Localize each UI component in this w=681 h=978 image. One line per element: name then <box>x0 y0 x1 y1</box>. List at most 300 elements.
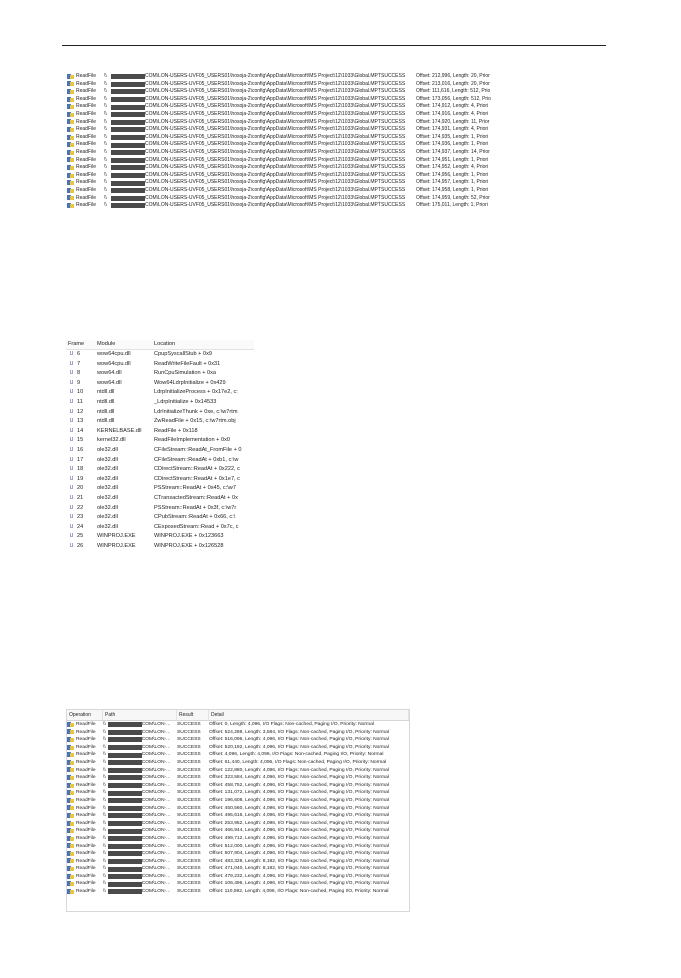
stack-frame-row[interactable] <box>66 436 254 446</box>
redacted-block <box>108 821 142 826</box>
table-row[interactable] <box>67 865 409 873</box>
location-cell: CDirectStream::ReadAt + 0x222, c <box>154 466 240 473</box>
path-prefix: \\ <box>104 110 107 117</box>
redacted-block <box>108 791 142 796</box>
operation-label: ReadFile <box>76 729 96 735</box>
location-cell: CpupSyscallStub + 0x9 <box>154 351 212 357</box>
path-cell: COM\LON-USERS-UVF05_USERS01\hosoja-2\config\AppData\Microsoft\MS Project\12\1033\Global.MPT <box>145 202 381 209</box>
stack-frame-row[interactable] <box>66 456 254 466</box>
user-frame-icon: U <box>69 437 74 444</box>
frame-number: 8 <box>77 370 81 377</box>
operation-label: ReadFile <box>76 813 96 819</box>
table-row[interactable] <box>67 134 528 142</box>
frame-number: 23 <box>77 514 84 521</box>
readfile-icon <box>67 195 75 201</box>
operation-label: ReadFile <box>76 881 96 887</box>
readfile-icon <box>67 836 75 842</box>
stack-frame-row[interactable] <box>66 475 254 485</box>
stack-frame-row[interactable] <box>66 427 254 437</box>
path-cell <box>103 805 177 813</box>
readfile-icon <box>67 775 75 781</box>
table-row[interactable] <box>67 744 409 752</box>
readfile-icon <box>67 150 75 156</box>
path-cell: COM\LON-USERS-UVF05_USERS01\hosoja-2\config\AppData\Microsoft\MS Project\12\1033\Global.MPT <box>145 141 381 148</box>
stack-frame-row[interactable] <box>66 388 254 398</box>
operation-cell: ReadFile <box>76 126 97 133</box>
operation-cell: ReadFile <box>76 164 97 171</box>
frame-number: 9 <box>77 379 81 386</box>
operation-cell: ReadFile <box>76 202 97 209</box>
location-cell: CPubStream::ReadAt + 0x66, c:\ <box>154 514 236 521</box>
operation-cell <box>67 751 103 759</box>
redacted-block <box>111 120 145 125</box>
detail-cell: Offset: 196,608, Length: 4,096, I/O Flags: Non-cached, Paging I/O, Priority: Normal <box>209 797 389 803</box>
detail-cell: Offset: 174,931, Length: 4, Priori <box>416 126 489 133</box>
stack-frame-row[interactable] <box>66 484 254 494</box>
detail-cell: Offset: 471,040, Length: 8,192, I/O Flags: Non-cached, Paging I/O, Priority: Normal <box>209 866 389 872</box>
redacted-block <box>111 203 145 208</box>
detail-cell: Offset: 131,072, Length: 4,096, I/O Flags: Non-cached, Paging I/O, Priority: Normal <box>209 790 389 796</box>
redacted-block <box>108 813 142 818</box>
operation-cell <box>67 721 103 729</box>
path-cell <box>103 789 177 797</box>
path-cell: COM\LON-USERS-UVF05_USERS01\hosoja-2\config\AppData\Microsoft\MS Project\12\1033\Global.MPT <box>145 126 381 133</box>
redacted-block <box>111 196 145 201</box>
redacted-block <box>111 143 145 148</box>
path-prefix: \\ <box>104 141 107 148</box>
frame-number: 15 <box>77 437 84 444</box>
redacted-block <box>108 745 142 750</box>
readfile-icon <box>67 828 75 834</box>
path-cell: COM\LON-USERS-UVF05_USERS01\hosoja-2\config\AppData\Microsoft\MS Project\12\1033\Global.MPT <box>145 73 381 79</box>
readfile-icon <box>67 783 75 789</box>
detail-cell: Offset: 507,904, Length: 4,096, I/O Flags: Non-cached, Paging I/O, Priority: Normal <box>209 851 389 857</box>
path-prefix: \\ <box>103 873 106 879</box>
user-frame-icon: U <box>69 360 74 367</box>
path-prefix: \\ <box>103 729 106 735</box>
path-cell: COM\LON-USERS-UVF05_USERS01\hosoja-2\config\AppData\Microsoft\MS Project\12\1033\Global.MPT <box>145 118 381 125</box>
operation-label: ReadFile <box>76 782 96 788</box>
table-row[interactable] <box>67 797 409 805</box>
stack-frame-row[interactable] <box>66 446 254 456</box>
readfile-icon <box>67 165 75 171</box>
path-cell <box>103 873 177 881</box>
stack-frame-row[interactable] <box>66 417 254 427</box>
operation-cell: ReadFile <box>76 141 97 148</box>
result-cell: SUCCESS <box>177 889 201 895</box>
col-frame[interactable]: Frame <box>68 341 85 347</box>
table-row[interactable] <box>67 81 528 89</box>
frame-number: 11 <box>77 398 83 405</box>
table-row[interactable] <box>67 880 409 888</box>
path-cell <box>103 865 177 873</box>
readfile-icon <box>67 881 75 887</box>
result-cell: SUCCESS <box>177 820 201 826</box>
path-prefix: \\ <box>103 767 106 773</box>
module-cell: ntdll.dll <box>97 408 115 415</box>
operation-cell <box>67 805 103 813</box>
event-list <box>67 721 409 896</box>
table-row[interactable] <box>67 187 528 195</box>
frame-number: 6 <box>77 351 81 357</box>
result-cell: SUCCESS <box>381 103 406 110</box>
redacted-block <box>111 150 145 155</box>
operation-cell: ReadFile <box>76 194 97 201</box>
path-text: COM\LON-... <box>141 881 171 887</box>
path-cell <box>103 835 177 843</box>
path-text: COM\LON-... <box>141 759 171 765</box>
table-row[interactable] <box>67 73 528 81</box>
path-text: COM\LON-... <box>141 858 171 864</box>
detail-cell: Offset: 483,328, Length: 8,192, I/O Flags: Non-cached, Paging I/O, Priority: Normal <box>209 858 389 864</box>
redacted-block <box>108 798 142 803</box>
location-cell: Wow64LdrpInitialize + 0x429 <box>154 379 226 386</box>
operation-cell: ReadFile <box>76 133 97 140</box>
result-cell: SUCCESS <box>381 202 406 209</box>
col-operation[interactable]: Operation <box>67 710 103 720</box>
col-detail[interactable]: Detail <box>209 710 409 720</box>
table-row[interactable] <box>67 767 409 775</box>
operation-cell <box>67 820 103 828</box>
result-cell: SUCCESS <box>177 767 201 773</box>
user-frame-icon: U <box>69 408 74 415</box>
detail-cell: Offset: 61,440, Length: 4,096, I/O Flags: Non-cached, Paging I/O, Priority: Normal <box>209 759 387 765</box>
operation-cell <box>67 835 103 843</box>
readfile-icon <box>67 203 75 209</box>
operation-label: ReadFile <box>76 759 96 765</box>
table-row[interactable] <box>67 111 528 119</box>
result-cell: SUCCESS <box>381 118 406 125</box>
table-row[interactable] <box>67 126 528 134</box>
path-cell: COM\LON-USERS-UVF05_USERS01\hosoja-2\config\AppData\Microsoft\MS Project\12\1033\Global.MPT <box>145 110 381 117</box>
redacted-block <box>108 737 142 742</box>
path-prefix: \\ <box>104 80 107 87</box>
module-cell: ole32.dll <box>97 485 118 492</box>
operation-label: ReadFile <box>76 835 96 841</box>
stack-frame-row[interactable] <box>66 504 254 514</box>
stack-frame-row[interactable] <box>66 513 254 523</box>
redacted-block <box>108 867 142 872</box>
location-cell: WINPROJ.EXE + 0x123663 <box>154 533 224 540</box>
redacted-block <box>111 165 145 170</box>
location-cell: ReadWriteFileFault + 0x31 <box>154 360 221 367</box>
user-frame-icon: U <box>69 456 74 463</box>
operation-label: ReadFile <box>76 722 96 727</box>
stack-frame-row[interactable] <box>66 494 254 504</box>
path-cell: COM\LON-USERS-UVF05_USERS01\hosoja-2\config\AppData\Microsoft\MS Project\12\1033\Global.MPT <box>145 103 381 110</box>
table-row[interactable] <box>67 202 528 210</box>
user-frame-icon: U <box>69 485 74 492</box>
path-cell <box>103 812 177 820</box>
stack-frame-row[interactable] <box>66 532 254 542</box>
path-prefix: \\ <box>104 95 107 102</box>
table-row[interactable] <box>67 873 409 881</box>
path-cell: COM\LON-USERS-UVF05_USERS01\hosoja-2\config\AppData\Microsoft\MS Project\12\1033\Global.MPT <box>145 186 381 193</box>
user-frame-icon: U <box>69 475 74 482</box>
result-cell: SUCCESS <box>177 797 201 803</box>
operation-label: ReadFile <box>76 775 96 781</box>
redacted-block <box>111 158 145 163</box>
path-prefix: \\ <box>103 759 106 765</box>
result-cell: SUCCESS <box>381 171 406 178</box>
path-cell: COM\LON-USERS-UVF05_USERS01\hosoja-2\config\AppData\Microsoft\MS Project\12\1033\Global.MPT <box>145 194 381 201</box>
path-text: COM\LON-... <box>141 752 171 758</box>
location-cell: LdrpInitializeProcess + 0x17e2, c: <box>154 389 238 396</box>
redacted-block <box>108 753 142 758</box>
table-row[interactable] <box>67 751 409 759</box>
path-text: COM\LON-... <box>141 851 171 857</box>
operation-label: ReadFile <box>76 752 96 758</box>
stack-header <box>66 340 254 350</box>
redacted-block <box>108 829 142 834</box>
location-cell: WINPROJ.EXE + 0x126528 <box>154 542 224 549</box>
module-cell: wow64cpu.dll <box>97 360 131 367</box>
operation-cell: ReadFile <box>76 171 97 178</box>
location-cell: PSStream::ReadAt + 0x3f, c:\w7r <box>154 504 237 511</box>
user-frame-icon: U <box>69 494 74 501</box>
module-cell: ole32.dll <box>97 504 118 511</box>
redacted-block <box>108 722 142 727</box>
readfile-icon <box>67 874 75 880</box>
detail-cell: Offset: 110,592, Length: 4,096, I/O Flags: Non-cached, Paging I/O, Priority: Normal <box>209 889 389 895</box>
result-cell: SUCCESS <box>381 148 406 155</box>
operation-label: ReadFile <box>76 889 96 895</box>
detail-cell: Offset: 516,096, Length: 4,096, I/O Flags: Non-cached, Paging I/O, Priority: Normal <box>209 737 389 743</box>
table-row[interactable] <box>67 195 528 203</box>
frame-number: 12 <box>77 408 84 415</box>
readfile-icon <box>67 142 75 148</box>
result-cell: SUCCESS <box>177 775 201 781</box>
path-prefix: \\ <box>104 148 107 155</box>
table-row[interactable] <box>67 736 409 744</box>
table-row[interactable] <box>67 172 528 180</box>
stack-frame-row[interactable] <box>66 408 254 418</box>
operation-cell <box>67 873 103 881</box>
operation-cell <box>67 744 103 752</box>
user-frame-icon: U <box>69 504 74 511</box>
path-prefix: \\ <box>103 851 106 857</box>
result-cell: SUCCESS <box>177 858 201 864</box>
col-location[interactable]: Location <box>154 341 176 347</box>
table-row[interactable] <box>67 782 409 790</box>
redacted-block <box>111 112 145 117</box>
result-cell: SUCCESS <box>177 828 201 834</box>
result-cell: SUCCESS <box>381 88 406 95</box>
table-row[interactable] <box>67 812 409 820</box>
stack-frame-row[interactable] <box>66 350 254 360</box>
detail-cell: Offset: 174,920, Length: 11, Prior <box>416 118 490 125</box>
path-prefix: \\ <box>103 866 106 872</box>
path-cell <box>103 880 177 888</box>
operation-cell <box>67 843 103 851</box>
redacted-block <box>108 783 142 788</box>
user-frame-icon: U <box>69 379 74 386</box>
col-path[interactable]: Path <box>103 710 177 720</box>
operation-label: ReadFile <box>76 828 96 834</box>
operation-cell <box>67 850 103 858</box>
result-cell: SUCCESS <box>381 95 406 102</box>
table-row[interactable] <box>67 157 528 165</box>
stack-frame-row[interactable] <box>66 369 254 379</box>
readfile-icon <box>67 722 75 728</box>
path-cell: COM\LON-USERS-UVF05_USERS01\hosoja-2\config\AppData\Microsoft\MS Project\12\1033\Global.MPT <box>145 171 381 178</box>
path-cell: COM\LON-USERS-UVF05_USERS01\hosoja-2\config\AppData\Microsoft\MS Project\12\1033\Global.MPT <box>145 80 381 87</box>
module-cell: WINPROJ.EXE <box>97 533 136 540</box>
frame-number: 7 <box>77 360 81 367</box>
module-cell: WINPROJ.EXE <box>97 542 136 549</box>
stack-frame-row[interactable] <box>66 465 254 475</box>
table-row[interactable] <box>67 805 409 813</box>
stack-frame-row[interactable] <box>66 360 254 370</box>
readfile-icon <box>67 798 75 804</box>
redacted-block <box>111 82 145 87</box>
operation-cell <box>67 827 103 835</box>
path-cell <box>103 850 177 858</box>
operation-label: ReadFile <box>76 805 96 811</box>
user-frame-icon: U <box>69 523 74 530</box>
stack-frame-row[interactable] <box>66 523 254 533</box>
table-row[interactable] <box>67 850 409 858</box>
result-cell: SUCCESS <box>381 110 406 117</box>
table-row[interactable] <box>67 179 528 187</box>
path-text: COM\LON-... <box>141 744 171 750</box>
location-cell: CFileStream::ReadAt_FromFile + 0 <box>154 446 242 453</box>
path-prefix: \\ <box>103 889 106 895</box>
path-prefix: \\ <box>103 858 106 864</box>
stack-frame-row[interactable] <box>66 398 254 408</box>
path-prefix: \\ <box>103 782 106 788</box>
location-cell: LdrInitializeThunk + 0xe, c:\w7rtm <box>154 408 238 415</box>
path-text: COM\LON-... <box>141 866 171 872</box>
redacted-block <box>111 188 145 193</box>
operation-cell <box>67 729 103 737</box>
table-row[interactable] <box>67 843 409 851</box>
path-cell <box>103 797 177 805</box>
procmon-bottom-screenshot <box>66 709 410 912</box>
table-row[interactable] <box>67 729 409 737</box>
path-prefix: \\ <box>103 881 106 887</box>
col-result[interactable]: Result <box>177 710 209 720</box>
readfile-icon <box>67 866 75 872</box>
path-cell <box>103 721 177 729</box>
table-row[interactable] <box>67 96 528 104</box>
module-cell: ntdll.dll <box>97 389 115 396</box>
module-cell: wow64.dll <box>97 370 122 377</box>
path-prefix: \\ <box>103 835 106 841</box>
path-cell: COM\LON-USERS-UVF05_USERS01\hosoja-2\config\AppData\Microsoft\MS Project\12\1033\Global.MPT <box>145 88 381 95</box>
detail-cell: Offset: 450,560, Length: 4,096, I/O Flags: Non-cached, Paging I/O, Priority: Normal <box>209 805 389 811</box>
readfile-icon <box>67 104 75 110</box>
stack-frame-row[interactable] <box>66 379 254 389</box>
path-text: COM\LON-... <box>141 889 171 895</box>
table-row[interactable] <box>67 774 409 782</box>
operation-label: ReadFile <box>76 858 96 864</box>
path-text: COM\LON-... <box>141 737 171 743</box>
redacted-block <box>108 889 142 894</box>
module-cell: KERNELBASE.dll <box>97 427 142 434</box>
operation-cell: ReadFile <box>76 103 97 110</box>
table-row[interactable] <box>67 858 409 866</box>
location-cell: CDirectStream::ReadAt + 0x1e7, c <box>154 475 240 482</box>
operation-cell <box>67 789 103 797</box>
table-row[interactable] <box>67 888 409 896</box>
path-prefix: \\ <box>103 828 106 834</box>
path-text: COM\LON-... <box>141 843 171 849</box>
path-cell <box>103 736 177 744</box>
path-prefix: \\ <box>103 737 106 743</box>
procmon-top-screenshot <box>67 73 528 217</box>
result-cell: SUCCESS <box>381 186 406 193</box>
readfile-icon <box>67 752 75 758</box>
module-cell: wow64.dll <box>97 379 122 386</box>
path-cell <box>103 744 177 752</box>
user-frame-icon: U <box>69 514 74 521</box>
result-cell: SUCCESS <box>177 752 201 758</box>
table-row[interactable] <box>67 759 409 767</box>
location-cell: ZwReadFile + 0x15, c:\w7rtm.obj <box>154 418 236 425</box>
result-cell: SUCCESS <box>381 179 406 186</box>
frame-number: 16 <box>77 446 84 453</box>
result-cell: SUCCESS <box>177 805 201 811</box>
path-text: COM\LON-... <box>141 782 171 788</box>
path-cell <box>103 774 177 782</box>
path-text: COM\LON-... <box>141 813 171 819</box>
table-row[interactable] <box>67 141 528 149</box>
path-text: COM\LON-... <box>141 729 171 735</box>
table-row[interactable] <box>67 103 528 111</box>
table-row[interactable] <box>67 820 409 828</box>
stack-frame-row[interactable] <box>66 542 254 552</box>
path-prefix: \\ <box>103 820 106 826</box>
table-row[interactable] <box>67 789 409 797</box>
table-row[interactable] <box>67 164 528 172</box>
detail-cell: Offset: 174,957, Length: 1, Priori <box>416 179 489 186</box>
module-cell: ole32.dll <box>97 494 118 501</box>
path-prefix: \\ <box>103 752 106 758</box>
table-row[interactable] <box>67 827 409 835</box>
col-module[interactable]: Module <box>97 341 116 347</box>
location-cell: CExposedStream::Read + 0x7c, c <box>154 523 239 530</box>
result-cell: SUCCESS <box>177 835 201 841</box>
stack-screenshot <box>66 340 254 572</box>
path-prefix: \\ <box>104 164 107 171</box>
table-row[interactable] <box>67 721 409 729</box>
detail-cell: Offset: 111,616, Length: 512, Prio <box>416 88 491 95</box>
readfile-icon <box>67 821 75 827</box>
table-row[interactable] <box>67 149 528 157</box>
operation-label: ReadFile <box>76 873 96 879</box>
path-prefix: \\ <box>104 202 107 209</box>
operation-cell <box>67 812 103 820</box>
redacted-block <box>111 135 145 140</box>
module-cell: ole32.dll <box>97 456 118 463</box>
redacted-block <box>108 851 142 856</box>
redacted-block <box>108 806 142 811</box>
table-row[interactable] <box>67 119 528 127</box>
table-row[interactable] <box>67 835 409 843</box>
path-prefix: \\ <box>104 133 107 140</box>
user-frame-icon: U <box>69 466 74 473</box>
detail-cell: Offset: 512,000, Length: 4,096, I/O Flags: Non-cached, Paging I/O, Priority: Normal <box>209 843 389 849</box>
redacted-block <box>111 105 145 110</box>
operation-cell <box>67 888 103 896</box>
location-cell: CTransactedStream::ReadAt + 0x <box>154 494 238 501</box>
page-header-rule <box>62 45 606 46</box>
table-row[interactable] <box>67 88 528 96</box>
path-cell <box>103 782 177 790</box>
result-cell: SUCCESS <box>177 722 201 727</box>
user-frame-icon: U <box>69 351 74 357</box>
